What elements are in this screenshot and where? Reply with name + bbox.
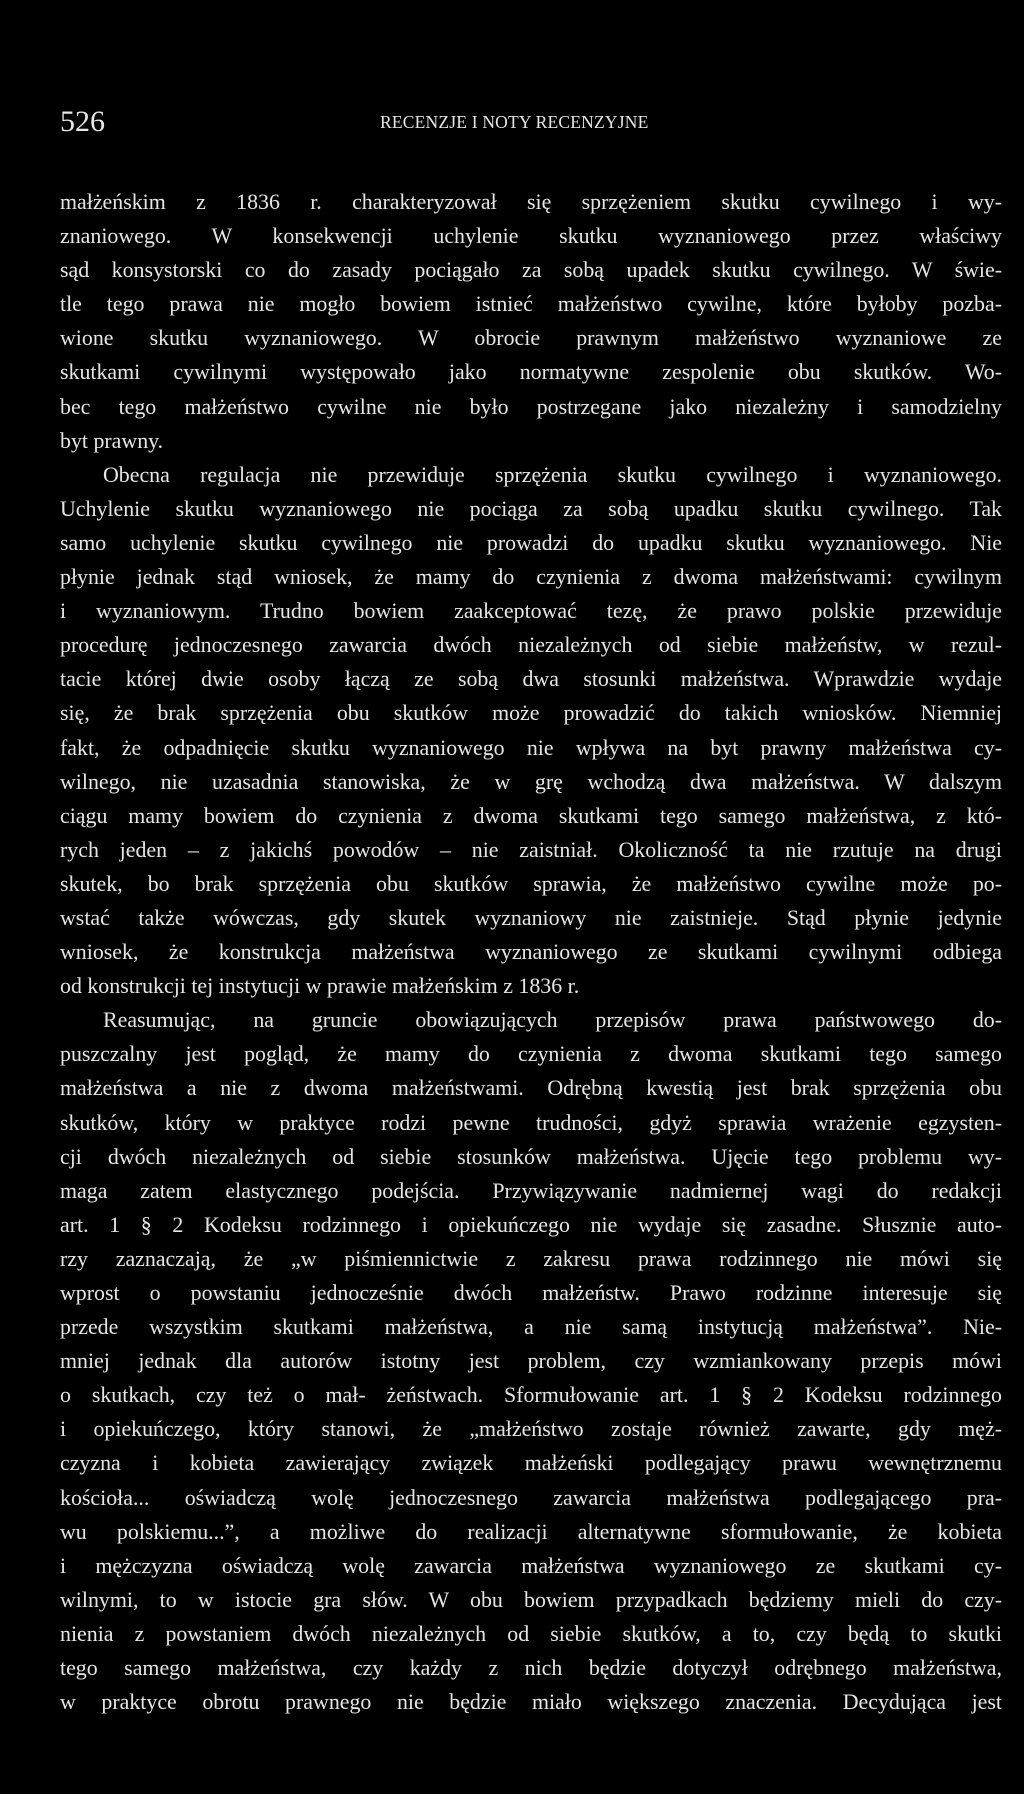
paragraph-2 — [60, 458, 1002, 1004]
text-line: Obecna regulacja nie przewiduje sprzężenia skutku cywilnego i wyznaniowego. — [103, 461, 1002, 487]
running-head: RECENZJE I NOTY RECENZYJNE — [380, 112, 649, 132]
text-line: tego samego małżeństwa, czy każdy z nich będzie dotyczył odrębnego małżeństwa, — [60, 1655, 1002, 1681]
text-line: małżeńskim z 1836 r. charakteryzował się sprzężeniem skutku cywilnego i wy- — [60, 189, 1002, 214]
text-line: Uchylenie skutku wyznaniowego nie pociąga za sobą upadku skutku cywilnego. Tak — [60, 495, 1002, 521]
text-line: art. 1 § 2 Kodeksu rodzinnego i opiekuńczego nie wydaje się zasadne. Słusznie auto- — [60, 1211, 1002, 1237]
text-line: procedurę jednoczesnego zawarcia dwóch niezależnych od siebie małżeństw, w rezul- — [60, 632, 1002, 658]
text-line: czyzna i kobieta zawierający związek małżeński podlegający prawu wewnętrznemu — [60, 1450, 1002, 1476]
text-line: skutkami cywilnymi występowało jako normatywne zespolenie obu skutków. Wo- — [60, 359, 1002, 385]
text-line: skutek, bo brak sprzężenia obu skutków sprawia, że małżeństwo cywilne może po- — [60, 870, 1002, 896]
body-text — [60, 185, 1002, 1719]
page-number: 526 — [60, 105, 105, 138]
text-line: przede wszystkim skutkami małżeństwa, a nie samą instytucją małżeństwa”. Nie- — [60, 1314, 1002, 1340]
text-line: wilnymi, to w istocie gra słów. W obu bowiem przypadkach będziemy mieli do czy- — [60, 1586, 1002, 1612]
text-line: wniosek, że konstrukcja małżeństwa wyznaniowego ze skutkami cywilnymi odbiega — [60, 939, 1002, 965]
text-line: wstać także wówczas, gdy skutek wyznaniowy nie zaistnieje. Stąd płynie jedynie — [60, 904, 1002, 930]
text-line: tacie której dwie osoby łączą ze sobą dwa stosunki małżeństwa. Wprawdzie wydaje — [60, 666, 1002, 692]
text-line: płynie jednak stąd wniosek, że mamy do czynienia z dwoma małżeństwami: cywilnym — [60, 564, 1002, 590]
text-line: wione skutku wyznaniowego. W obrocie prawnym małżeństwo wyznaniowe ze — [60, 325, 1002, 351]
paragraph-3 — [60, 1003, 1002, 1719]
text-line: i wyznaniowym. Trudno bowiem zaakceptować tezę, że prawo polskie przewiduje — [60, 598, 1002, 624]
text-line: skutków, który w praktyce rodzi pewne trudności, gdyż sprawia wrażenie egzysten- — [60, 1109, 1002, 1135]
text-line: wprost o powstaniu jednocześnie dwóch małżeństw. Prawo rodzinne interesuje się — [60, 1280, 1002, 1305]
text-line: fakt, że odpadnięcie skutku wyznaniowego nie wpływa na byt prawny małżeństwa cy- — [60, 734, 1002, 760]
text-line: maga zatem elastycznego podejścia. Przywiązywanie nadmiernej wagi do redakcji — [60, 1177, 1002, 1203]
text-line: tle tego prawa nie mogło bowiem istnieć małżeństwo cywilne, które byłoby pozba- — [60, 291, 1002, 317]
text-line: od konstrukcji tej instytucji w prawie małżeńskim z 1836 r. — [60, 973, 580, 999]
text-line: znaniowego. W konsekwencji uchylenie skutku wyznaniowego przez właściwy — [60, 223, 1002, 249]
text-line: rzy zaznaczają, że „w piśmiennictwie z zakresu prawa rodzinnego nie mówi się — [60, 1245, 1002, 1271]
text-line: Reasumując, na gruncie obowiązujących przepisów prawa państwowego do- — [103, 1007, 1002, 1033]
text-line: sąd konsystorski co do zasady pociągało za sobą upadek skutku cywilnego. W świe- — [60, 257, 1002, 283]
text-line: puszczalny jest pogląd, że mamy do czynienia z dwoma skutkami tego samego — [60, 1041, 1002, 1067]
paragraph-1 — [60, 185, 1002, 458]
text-line: o skutkach, czy też o mał- żeństwach. Sformułowanie art. 1 § 2 Kodeksu rodzinnego — [60, 1382, 1002, 1408]
text-line: wu polskiemu...”, a możliwe do realizacji alternatywne sformułowanie, że kobieta — [60, 1518, 1002, 1544]
page-header — [60, 102, 1002, 142]
text-line: mniej jednak dla autorów istotny jest problem, czy wzmiankowany przepis mówi — [60, 1348, 1002, 1374]
text-line: i opiekuńczego, który stanowi, że „małżeństwo zostaje również zawarte, gdy męż- — [60, 1416, 1002, 1442]
text-line: w praktyce obrotu prawnego nie będzie miało większego znaczenia. Decydująca jest — [60, 1689, 1002, 1715]
text-line: byt prawny. — [60, 427, 164, 453]
text-line: małżeństwa a nie z dwoma małżeństwami. Odrębną kwestią jest brak sprzężenia obu — [60, 1075, 1002, 1101]
text-line: wilnego, nie uzasadnia stanowiska, że w grę wchodzą dwa małżeństwa. W dalszym — [60, 768, 1002, 794]
text-line: ciągu mamy bowiem do czynienia z dwoma skutkami tego samego małżeństwa, z któ- — [60, 802, 1002, 828]
text-line: bec tego małżeństwo cywilne nie było postrzegane jako niezależny i samodzielny — [60, 393, 1002, 419]
text-line: się, że brak sprzężenia obu skutków może prowadzić do takich wniosków. Niemniej — [60, 700, 1002, 726]
text-line: samo uchylenie skutku cywilnego nie prowadzi do upadku skutku wyznaniowego. Nie — [60, 529, 1002, 555]
text-line: nienia z powstaniem dwóch niezależnych od siebie skutków, a to, czy będą to skutki — [60, 1620, 1002, 1646]
text-line: kościoła... oświadczą wolę jednoczesnego zawarcia małżeństwa podlegającego pra- — [60, 1484, 1002, 1510]
text-line: i mężczyzna oświadczą wolę zawarcia małżeństwa wyznaniowego ze skutkami cy- — [60, 1552, 1002, 1578]
text-line: rych jeden – z jakichś powodów – nie zaistniał. Okoliczność ta nie rzutuje na drugi — [60, 836, 1002, 862]
text-line: cji dwóch niezależnych od siebie stosunków małżeństwa. Ujęcie tego problemu wy- — [60, 1143, 1002, 1169]
